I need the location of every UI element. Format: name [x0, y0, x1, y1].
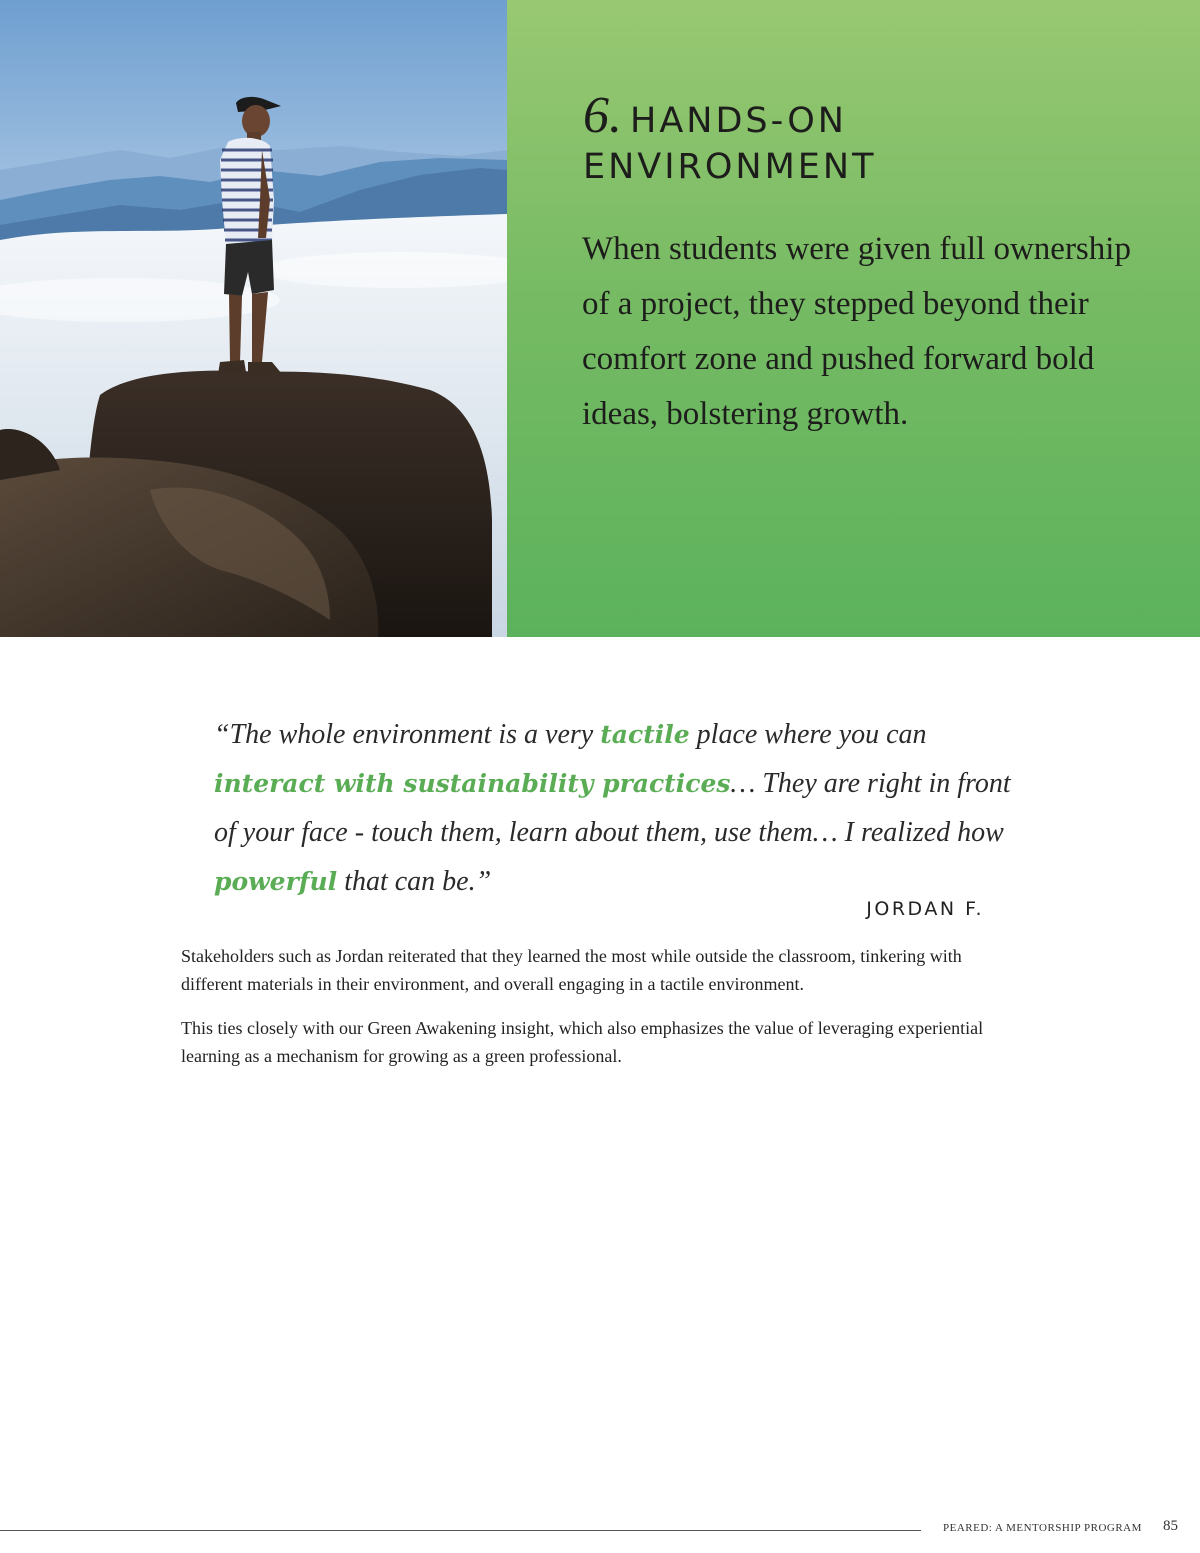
footer-publication-label: PEARED: A MENTORSHIP PROGRAM — [943, 1522, 1142, 1534]
section-title-line1: HANDS-ON — [630, 101, 847, 141]
quote-text-part3: … They are right in front of your face - touch them, learn about them, use them… I realized how — [214, 768, 1011, 848]
quote-close-mark: ” — [475, 866, 492, 897]
quote-highlight-powerful: powerful — [214, 867, 338, 896]
body-copy — [181, 942, 1011, 1086]
section-number: 6. — [583, 87, 622, 144]
quote-open-mark: “ — [214, 719, 230, 750]
page-number: 85 — [1163, 1518, 1178, 1534]
pull-quote — [214, 710, 1014, 906]
mountain-person-image — [0, 0, 507, 637]
section-lead: When students were given full ownership of a project, they stepped beyond their comfort zone and pushed forward bold ideas, bolstering growth. — [582, 231, 1131, 432]
section-title-line2: ENVIRONMENT — [583, 147, 877, 187]
quote-attribution: JORDAN F. — [866, 898, 984, 920]
quote-text-part2: place where you can — [689, 719, 927, 750]
body-paragraph-1: Stakeholders such as Jordan reiterated that they learned the most while outside the classroom, tinkering with different materials in their environment, and overall engaging in a tactile environment. — [181, 946, 962, 994]
hero-band — [0, 0, 1200, 637]
body-paragraph-2: This ties closely with our Green Awakening insight, which also emphasizes the value of leveraging experiential learning as a mechanism for growing as a green professional. — [181, 1018, 984, 1066]
section-heading — [583, 87, 1183, 187]
footer-divider — [0, 1530, 921, 1531]
quote-text-part4: that can be. — [337, 866, 476, 897]
hero-photo — [0, 0, 507, 637]
quote-highlight-interact: interact with sustainability practices — [214, 769, 731, 798]
section-header-panel — [507, 0, 1200, 637]
quote-highlight-tactile: tactile — [600, 720, 690, 749]
quote-text-part1: The whole environment is a very — [229, 719, 601, 750]
